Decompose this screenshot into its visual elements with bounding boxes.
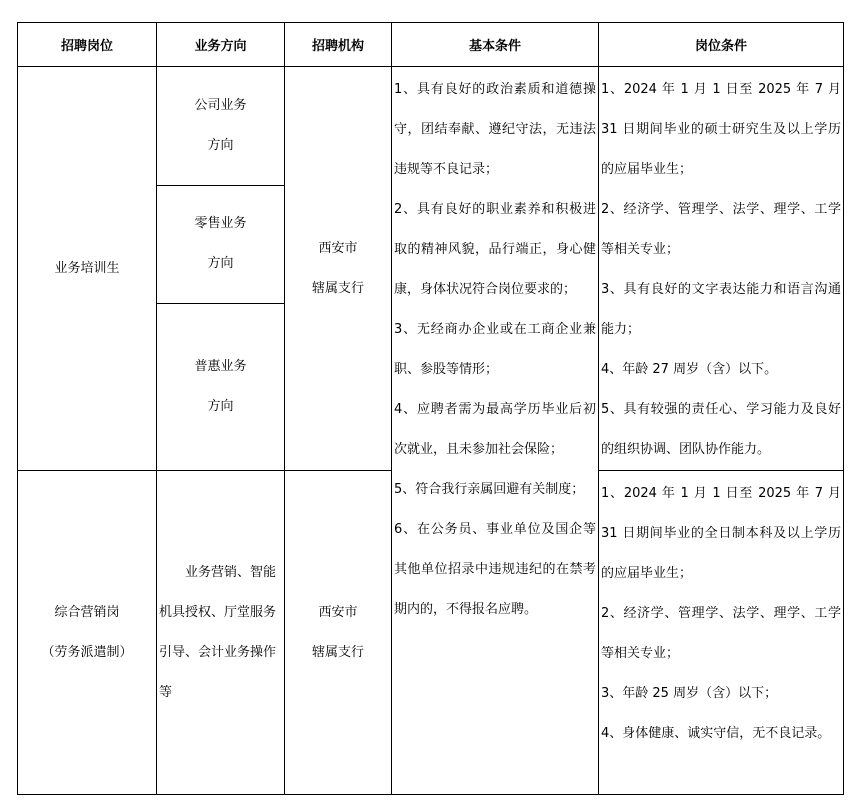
header-direction: 业务方向	[157, 23, 285, 67]
organization-line-2: 辖属支行	[311, 280, 364, 296]
header-basic-conditions: 基本条件	[392, 23, 599, 67]
position-label: 业务培训生	[54, 260, 120, 276]
job-condition-5: 5、具有较强的责任心、学习能力及良好的组织协调、团队协作能力。	[601, 402, 841, 457]
basic-condition-2: 2、具有良好的职业素养和积极进取的精神风貌，品行端正，身心健康，身体状况符合岗位要求的；	[394, 202, 596, 297]
direction-line-1: 普惠业务	[194, 359, 247, 375]
job-condition-2: 2、经济学、管理学、法学、理学、工学等相关专业；	[601, 606, 841, 661]
header-organization: 招聘机构	[285, 23, 392, 67]
direction-cell	[157, 304, 285, 471]
recruitment-table	[17, 22, 844, 795]
basic-condition-5: 5、符合我行亲属回避有关制度；	[394, 482, 585, 497]
direction-text: 业务营销、智能机具授权、厅堂服务引导、会计业务操作等	[159, 564, 277, 700]
header-job-conditions: 岗位条件	[599, 23, 844, 67]
position-cell	[18, 67, 157, 471]
direction-cell	[157, 67, 285, 186]
job-condition-2: 2、经济学、管理学、法学、理学、工学等相关专业；	[601, 202, 841, 257]
organization-line-2: 辖属支行	[311, 644, 364, 660]
job-condition-4: 4、年龄 27 周岁（含）以下。	[601, 362, 778, 377]
header-row	[18, 23, 844, 67]
organization-cell	[285, 471, 392, 795]
job-condition-4: 4、身体健康、诚实守信，无不良记录。	[601, 726, 831, 741]
organization-line-1: 西安市	[318, 240, 358, 256]
organization-line-1: 西安市	[318, 604, 358, 620]
direction-line-1: 公司业务	[194, 97, 247, 113]
position-line-1: 综合营销岗	[54, 604, 120, 620]
direction-line-2: 方向	[207, 137, 234, 153]
direction-line-2: 方向	[207, 399, 234, 415]
direction-line-1: 零售业务	[194, 216, 247, 232]
job-condition-1: 1、2024 年 1 月 1 日至 2025 年 7 月 31 日期间毕业的全日制本科及以上学历的应届毕业生；	[601, 486, 841, 581]
direction-cell	[157, 471, 285, 795]
header-position: 招聘岗位	[18, 23, 157, 67]
job-condition-3: 3、具有良好的文字表达能力和语言沟通能力；	[601, 282, 841, 337]
basic-conditions-cell	[392, 67, 599, 795]
organization-cell	[285, 67, 392, 471]
basic-condition-1: 1、具有良好的政治素质和道德操守，团结奉献、遵纪守法，无违法违规等不良记录；	[394, 82, 596, 177]
direction-cell	[157, 185, 285, 304]
table-row	[18, 67, 844, 186]
position-cell	[18, 471, 157, 795]
basic-condition-4: 4、应聘者需为最高学历毕业后初次就业，且未参加社会保险；	[394, 402, 596, 457]
job-condition-3: 3、年龄 25 周岁（含）以下；	[601, 686, 778, 701]
job-conditions-cell	[599, 67, 844, 471]
basic-condition-6: 6、在公务员、事业单位及国企等其他单位招录中违规违纪的在禁考期内的，不得报名应聘。	[394, 522, 596, 617]
position-line-2: （劳务派遣制）	[41, 644, 133, 660]
basic-condition-3: 3、无经商办企业或在工商企业兼职、参股等情形；	[394, 322, 596, 377]
job-condition-1: 1、2024 年 1 月 1 日至 2025 年 7 月 31 日期间毕业的硕士研究生及以上学历的应届毕业生；	[601, 82, 841, 177]
job-conditions-cell	[599, 471, 844, 795]
direction-line-2: 方向	[207, 256, 234, 272]
